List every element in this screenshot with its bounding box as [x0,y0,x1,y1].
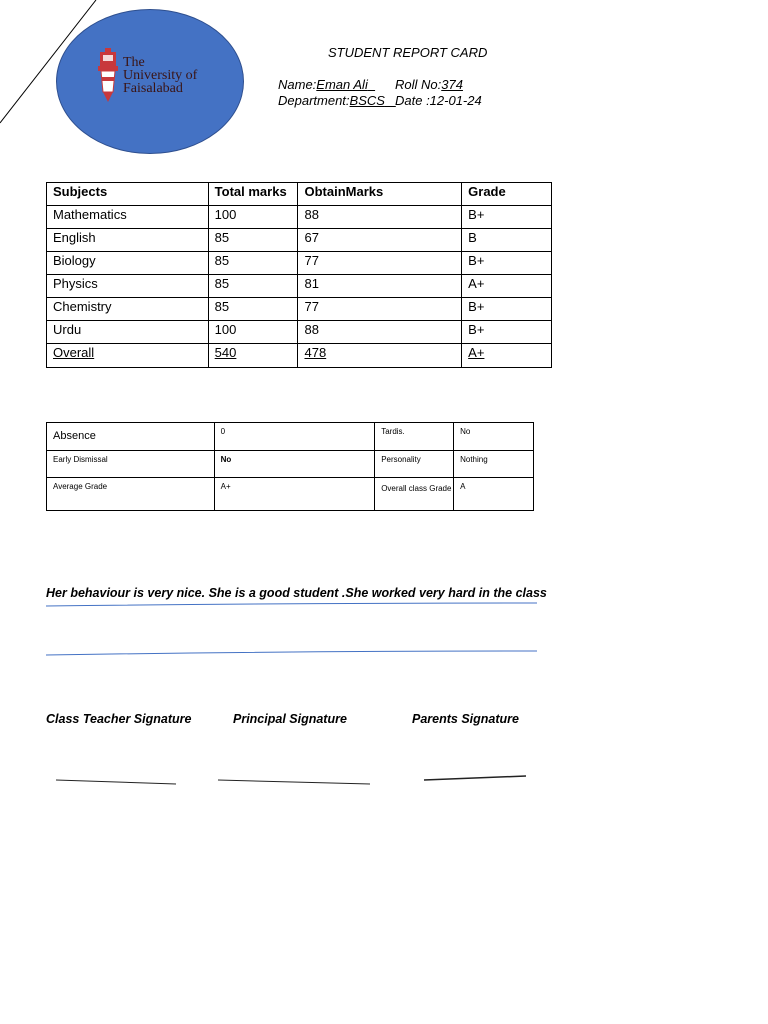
report-title: STUDENT REPORT CARD [328,45,488,60]
name-value: Eman Ali [316,77,368,92]
overall-total-cell: 540 [208,344,298,368]
overall-label-cell: Overall [47,344,209,368]
roll-label: Roll No: [395,77,442,92]
obtain-marks-cell: 77 [298,252,462,275]
principal-signature-label: Principal Signature [233,712,347,726]
obtain-marks-cell: 81 [298,275,462,298]
date-field: Date :12-01-24 [395,93,482,108]
overall-class-grade-value: A [454,478,534,511]
header-subjects: Subjects [47,183,209,206]
logo-line-1: The [123,55,145,70]
department-value: BSCS [349,93,385,108]
obtain-marks-cell: 77 [298,298,462,321]
teacher-signature-line [56,780,176,784]
parents-signature-line [424,776,526,780]
obtain-marks-cell: 67 [298,229,462,252]
grade-cell: B+ [462,298,552,321]
overall-grade-cell: A+ [462,344,552,368]
parents-signature-label: Parents Signature [412,712,519,726]
subject-cell: Physics [47,275,209,298]
principal-signature-line [218,780,370,784]
subject-cell: Chemistry [47,298,209,321]
subject-cell: English [47,229,209,252]
header-grade: Grade [462,183,552,206]
subject-cell: Mathematics [47,206,209,229]
obtain-marks-cell: 88 [298,321,462,344]
personality-value: Nothing [454,451,534,478]
grade-cell: B+ [462,206,552,229]
average-grade-value: A+ [214,478,375,511]
comment-underline-2 [46,651,537,655]
roll-value: 374 [441,77,463,92]
early-dismissal-value: No [214,451,375,478]
total-marks-cell: 100 [208,206,298,229]
grade-cell: B+ [462,252,552,275]
subject-cell: Biology [47,252,209,275]
class-teacher-signature-label: Class Teacher Signature [46,712,192,726]
tardis-value: No [454,423,534,451]
total-marks-cell: 85 [208,298,298,321]
total-marks-cell: 85 [208,229,298,252]
overall-obtained-cell: 478 [298,344,462,368]
early-dismissal-label: Early Dismissal [47,451,215,478]
personality-label: Personality [375,451,454,478]
average-grade-label: Average Grade [47,478,215,511]
total-marks-cell: 85 [208,275,298,298]
tardis-label: Tardis. [375,423,454,451]
grade-cell: B+ [462,321,552,344]
absence-label: Absence [47,423,215,451]
obtain-marks-cell: 88 [298,206,462,229]
name-label: Name: [278,77,317,92]
header-total-marks: Total marks [208,183,298,206]
department-label: Department: [278,93,350,108]
total-marks-cell: 100 [208,321,298,344]
total-marks-cell: 85 [208,252,298,275]
comment-underline-1 [46,603,537,606]
teacher-comment: Her behaviour is very nice. She is a good student .She worked very hard in the class [46,586,547,600]
logo-line-2: University of [123,68,198,83]
absence-value: 0 [214,423,375,451]
subject-cell: Urdu [47,321,209,344]
logo-line-3: Faisalabad [123,81,183,96]
header-obtain-marks: ObtainMarks [298,183,462,206]
overall-class-grade-label: Overall class Grade [375,478,454,511]
grade-cell: B [462,229,552,252]
grade-cell: A+ [462,275,552,298]
